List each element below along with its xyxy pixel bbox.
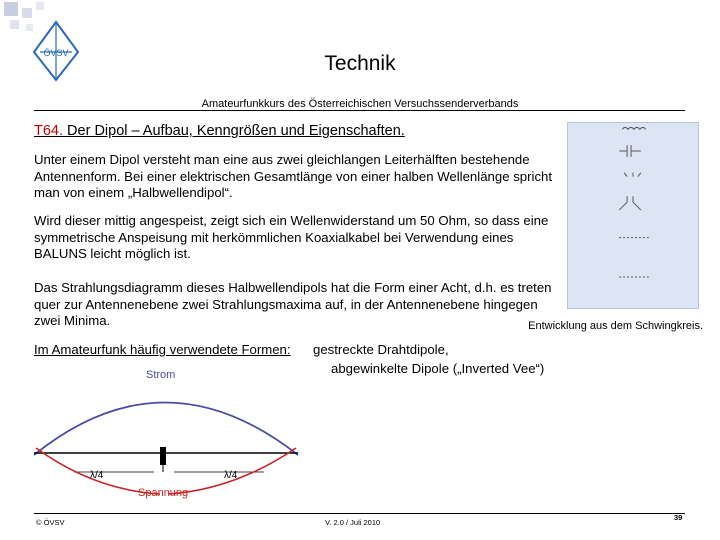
page-subtitle: Amateurfunkkurs des Österreichischen Versuchssenderverbands — [201, 98, 519, 110]
forms-label: Im Amateurfunk häufig verwendete Formen: — [34, 342, 291, 357]
paragraph-1: Unter einem Dipol versteht man eine aus zwei gleichlangen Leiterhälften bestehende Antennenform. Bei einer elektrischen Gesamtlänge von einer halben Wellenlänge spricht man von einem „Halbwellendipol“. — [34, 152, 553, 200]
paragraph-3: Das Strahlungsdiagramm dieses Halbwellendipols hat die Form einer Acht, d.h. es treten quer zur Antennenebene zwei Strahlungsmaxima auf, in der Antennenebene hingegen zwei Minima. — [34, 280, 552, 328]
heading-number: T64. — [34, 123, 64, 139]
forms-value-straight: gestreckte Drahtdipole, — [313, 342, 449, 357]
heading-text: Der Dipol – Aufbau, Kenngrößen und Eigenschaften. — [67, 123, 405, 139]
forms-value-inverted-vee: abgewinkelte Dipole („Inverted Vee“) — [331, 361, 545, 376]
paragraph-2: Wird dieser mittig angespeist, zeigt sich ein Wellenwiderstand um 50 Ohm, so dass eine symmetrische Anspeisung mit herkömmlichen Koaxialkabel bei Verwendung eines BALUNS leicht möglich ist. — [34, 213, 549, 261]
section-heading — [34, 123, 405, 139]
oscillator-development-figure — [567, 122, 699, 309]
header-rule — [34, 110, 685, 111]
footer-page-number: 39 — [674, 513, 683, 522]
dipole-current-voltage-diagram — [34, 360, 314, 510]
lambda-quarter-right: λ/4 — [224, 470, 238, 481]
figure-caption: Entwicklung aus dem Schwingkreis. — [528, 320, 703, 332]
footer-copyright: © ÖVSV — [36, 518, 65, 527]
footer-version: V. 2.0 / Juli 2010 — [325, 518, 381, 527]
feed-point — [160, 447, 166, 465]
voltage-label: Spannung — [138, 487, 189, 499]
lambda-quarter-left: λ/4 — [90, 470, 104, 481]
current-label: Strom — [146, 369, 176, 381]
page-title: Technik — [324, 52, 396, 75]
svg-text:ÖVSV: ÖVSV — [43, 48, 69, 58]
footer-rule — [34, 513, 685, 514]
